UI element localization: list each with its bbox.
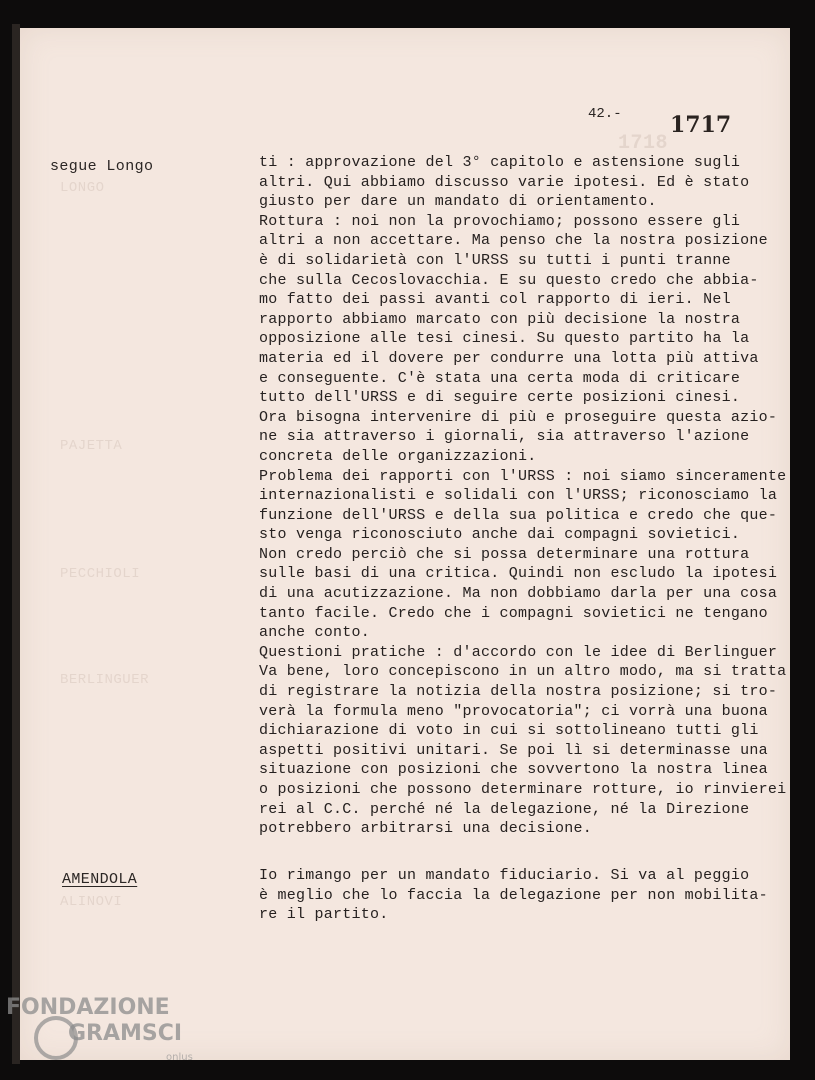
text-line: è di solidarietà con l'URSS su tutti i punti tranne [259,251,731,269]
text-line: rei al C.C. perché né la delegazione, né la Direzione [259,800,750,818]
text-line: materia ed il dovere per condurre una lotta più attiva [259,349,759,367]
text-line: verà la formula meno "provocatoria"; ci vorrà una buona [259,702,768,720]
text-line: altri. Qui abbiamo discusso varie ipotesi. Ed è stato [259,173,750,191]
bleed-through-name-1: LONGO [60,180,105,196]
text-line: potrebbero arbitrarsi una decisione. [259,820,593,838]
text-line: Va bene, loro concepiscono in un altro modo, ma si tratta [259,663,787,681]
logo-line-2: GRAMSCI [68,1021,183,1046]
text-line: Non credo perciò che si possa determinare una rottura [259,545,750,563]
text-line: concreta delle organizzazioni. [259,447,537,465]
text-line: è meglio che lo faccia la delegazione per non mobilita- [259,886,768,904]
text-line: ne sia attraverso i giornali, sia attraverso l'azione [259,428,750,446]
page-folio: 42.- [588,106,622,122]
text-line: di una acutizzazione. Ma non dobbiamo darla per una cosa [259,585,778,603]
text-line: tanto facile. Credo che i compagni sovietici ne tengano [259,604,768,622]
text-line: funzione dell'URSS e della sua politica e credo che que- [259,506,778,524]
text-line: altri a non accettare. Ma penso che la nostra posizione [259,232,768,250]
bleed-through-number: 1718 [618,132,669,155]
text-line: o posizioni che possono determinare rotture, io rinvierei [259,781,787,798]
logo-line-3: onlus [166,1052,193,1063]
text-line: giusto per dare un mandato di orientamento. [259,193,657,211]
text-line: sto venga riconosciuto anche dai compagni sovietici. [259,526,741,544]
page-edge [12,24,20,1064]
text-line: Ora bisogna intervenire di più e proseguire questa azio- [259,408,778,426]
bleed-through-name-4: BERLINGUER [60,672,150,688]
text-line: dichiarazione di voto in cui si sottolineano tutti gli [259,722,759,740]
bleed-through-name-2: PAJETTA [60,438,123,454]
bleed-through-name-5: ALINOVI [60,894,123,910]
logo-line-1: FONDAZIONE [6,995,170,1020]
speaker-label: segue Longo [50,158,154,175]
text-line: anche conto. [259,624,371,642]
text-line: Rottura : noi non la provochiamo; possono essere gli [259,212,741,230]
fondazione-gramsci-logo [4,990,204,1070]
text-line: ti : approvazione del 3° capitolo e astensione sugli [259,154,741,171]
text-line: situazione con posizioni che sovvertono la nostra linea [259,761,768,779]
text-line: Questioni pratiche : d'accordo con le idee di Berlinguer [259,643,778,661]
text-line: opposizione alle tesi cinesi. Su questo partito ha la [259,330,750,348]
bleed-through-name-3: PECCHIOLI [60,566,141,582]
speaker-label-amendola: AMENDOLA [62,871,138,888]
text-line: re il partito. [259,906,389,924]
text-line: e conseguente. C'è stata una certa moda di criticare [259,369,741,387]
speech-text-amendola [259,866,789,925]
text-line: mo fatto dei passi avanti col rapporto di ieri. Nel [259,291,731,309]
speech-text-longo [259,153,789,839]
text-line: Io rimango per un mandato fiduciario. Si va al peggio [259,867,750,884]
text-line: Problema dei rapporti con l'URSS : noi siamo sinceramente [259,467,787,485]
text-line: internazionalisti e solidali con l'URSS; riconosciamo la [259,487,778,505]
text-line: rapporto abbiamo marcato con più decisione la nostra [259,310,741,328]
text-line: aspetti positivi unitari. Se poi lì si determinasse una [259,741,768,759]
page-stamp-number: 1717 [670,112,732,138]
text-line: sulle basi di una critica. Quindi non escludo la ipotesi [259,565,778,583]
text-line: tutto dell'URSS e di seguire certe posizioni cinesi. [259,389,741,407]
text-line: di registrare la notizia della nostra posizione; si tro- [259,683,778,701]
text-line: che sulla Cecoslovacchia. E su questo credo che abbia- [259,271,759,289]
